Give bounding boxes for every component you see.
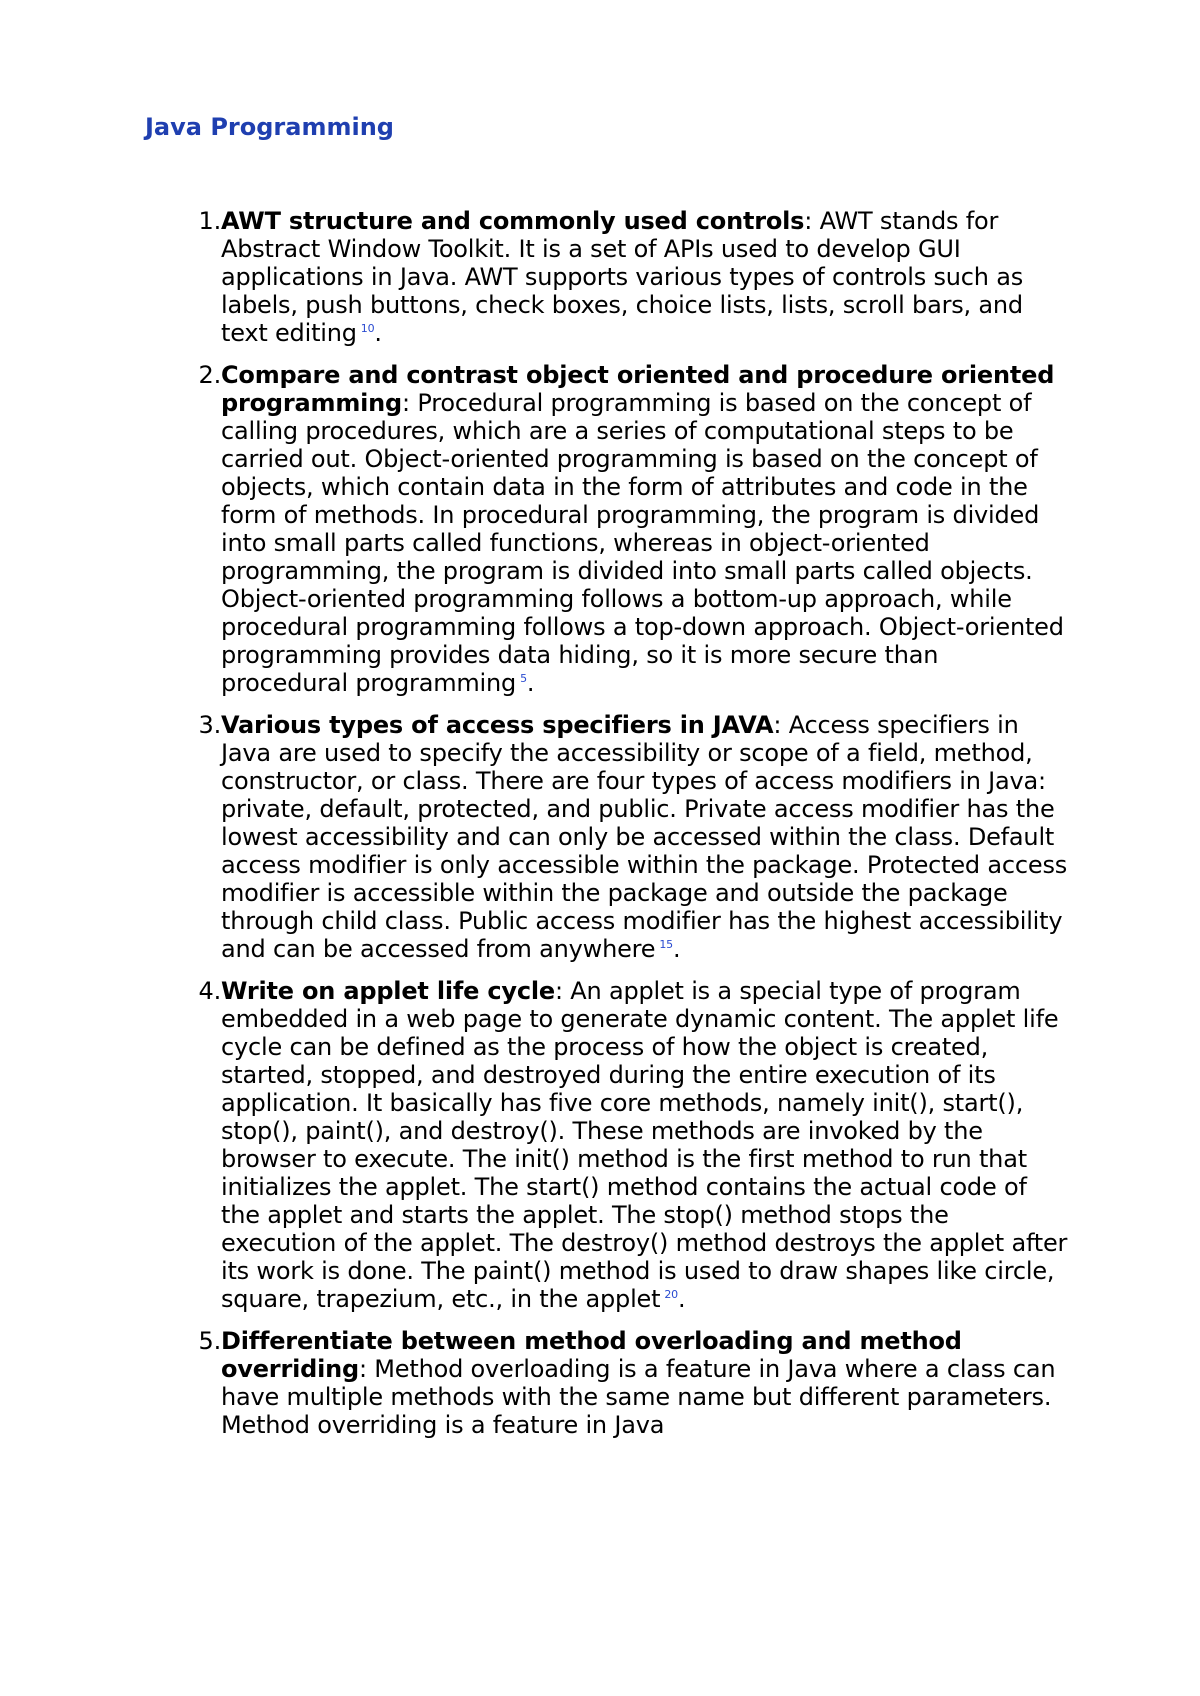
list-item: [0, 1327, 1071, 1439]
list-item: [0, 977, 1071, 1313]
item-end: .: [526, 669, 535, 697]
item-heading: Differentiate between method overloading and method overriding: [221, 1327, 962, 1383]
list-item: [0, 361, 1071, 697]
item-separator: :: [402, 389, 410, 417]
item-end: .: [677, 1285, 686, 1313]
citation-link[interactable]: 20: [664, 1288, 678, 1301]
list-item: [0, 711, 1071, 963]
question-list: [0, 207, 1200, 1453]
citation-link[interactable]: 5: [520, 672, 527, 685]
item-number: 3.: [198, 711, 221, 739]
item-separator: :: [358, 1355, 367, 1383]
item-body: Method overloading is a feature in Java where a class can have multiple methods with the same name but different parameters. Method overriding is a feature in Java: [221, 1355, 1056, 1439]
item-number: 5.: [198, 1327, 221, 1355]
item-heading: AWT structure and commonly used controls: [221, 207, 805, 235]
item-separator: :: [773, 711, 782, 739]
item-body: Procedural programming is based on the concept of calling procedures, which are a series of computational steps to be carried out. Object-oriented programming is based on the concept of objects, which contain data in the form of attributes and code in the form of methods. In procedural programming, the program is divided into small parts called functions, whereas in object-oriented programming, the program is divided into small parts called objects. Object-oriented programming follows a bottom-up approach, while procedural programming follows a top-down approach. Object-oriented programming provides data hiding, so it is more secure than procedural programming: [221, 389, 1064, 697]
item-heading: Write on applet life cycle: [221, 977, 555, 1005]
item-separator: :: [554, 977, 563, 1005]
item-end: .: [374, 319, 382, 347]
item-number: 2.: [198, 361, 221, 389]
item-body: Access specifiers in Java are used to specify the accessibility or scope of a field, method, constructor, or class. There are four types of access modifiers in Java: private, default, protected, and public. Private access modifier has the lowest accessibility and can only be accessed within the class. Default access modifier is only accessible within the package. Protected access modifier is accessible within the package and outside the package through child class. Public access modifier has the highest accessibility and can be accessed from anywhere: [221, 711, 1068, 963]
item-body: AWT stands for Abstract Window Toolkit. It is a set of APIs used to develop GUI applications in Java. AWT supports various types of controls such as labels, push buttons, check boxes, choice lists, lists, scroll bars, and text editing: [221, 207, 1024, 347]
citation-link[interactable]: 10: [360, 322, 375, 335]
list-item: [0, 207, 1071, 347]
item-heading: Compare and contrast object oriented and procedure oriented programming: [221, 361, 1055, 417]
item-end: .: [672, 935, 681, 963]
item-heading: Various types of access specifiers in JAVA: [221, 711, 774, 739]
page-title: Java Programming: [145, 113, 394, 141]
item-body: An applet is a special type of program embedded in a web page to generate dynamic content. The applet life cycle can be defined as the process of how the object is created, started, stopped, and destroyed during the entire execution of its application. It basically has five core methods, namely init(), start(), stop(), paint(), and destroy(). These methods are invoked by the browser to execute. The init() method is the first method to run that initializes the applet. The start() method contains the actual code of the applet and starts the applet. The stop() method stops the execution of the applet. The destroy() method destroys the applet after its work is done. The paint() method is used to draw shapes like circle, square, trapezium, etc., in the applet: [221, 977, 1068, 1313]
citation-link[interactable]: 15: [659, 938, 673, 951]
item-separator: :: [804, 207, 813, 235]
item-number: 4.: [198, 977, 221, 1005]
item-number: 1.: [198, 207, 221, 235]
